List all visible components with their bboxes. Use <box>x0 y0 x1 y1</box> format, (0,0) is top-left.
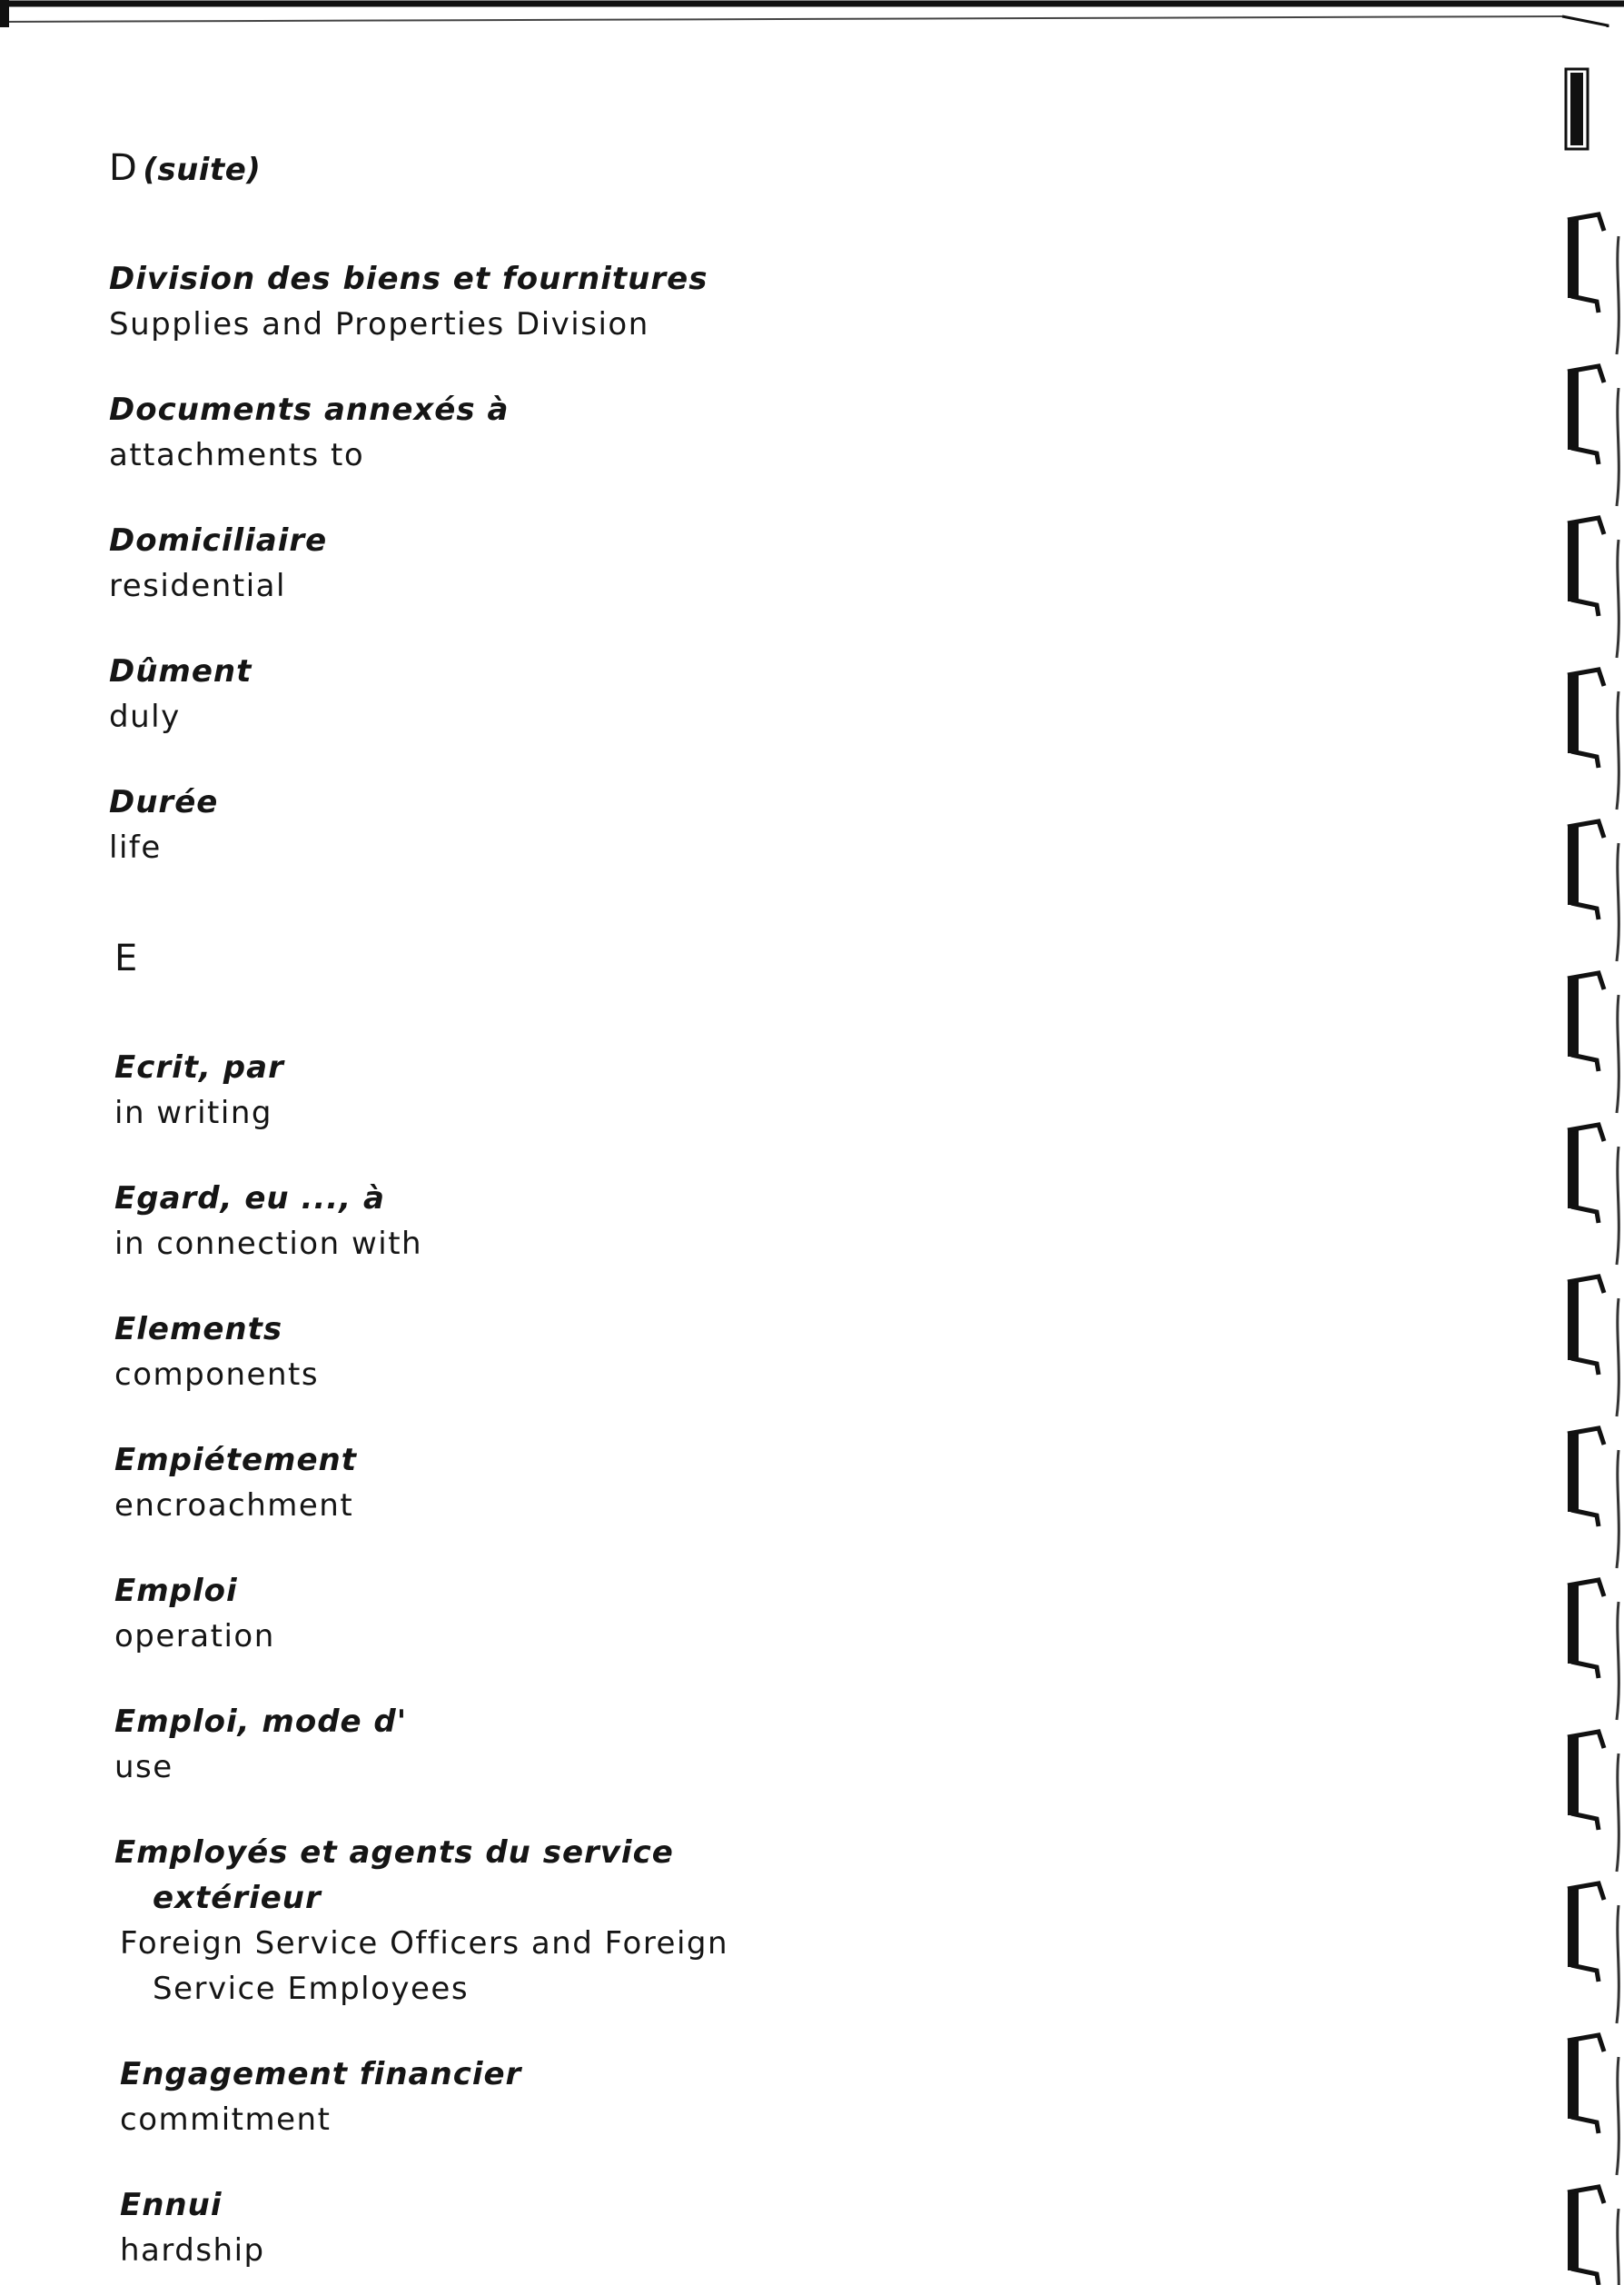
binding-ring <box>1568 366 1619 506</box>
glossary-entry <box>114 1568 1453 1659</box>
glossary-entry <box>114 1830 1453 2012</box>
english-term: in connection with <box>114 1226 423 1262</box>
glossary-entry <box>109 387 1453 478</box>
glossary-entry <box>109 256 1453 347</box>
glossary-entry <box>120 2182 1453 2273</box>
glossary-entry <box>114 1437 1453 1528</box>
french-term: Durée <box>109 784 219 820</box>
french-term: Documents annexés à <box>109 392 510 428</box>
binding-ring <box>1568 2187 1619 2285</box>
english-term: use <box>114 1749 173 1785</box>
english-term: residential <box>109 568 286 604</box>
english-term: duly <box>109 699 181 735</box>
french-term-continuation: extérieur <box>153 1880 322 1916</box>
binding-ring <box>1568 973 1619 1113</box>
english-term: life <box>109 830 162 866</box>
french-term: Employés et agents du service <box>114 1834 674 1871</box>
english-term: attachments to <box>109 437 365 473</box>
binding-ring <box>1568 2035 1619 2175</box>
section-d-heading <box>109 145 1453 193</box>
french-term: Ecrit, par <box>114 1049 284 1086</box>
french-term: Empiétement <box>114 1442 357 1478</box>
glossary-entry <box>114 1306 1453 1397</box>
english-term: Supplies and Properties Division <box>109 306 649 343</box>
page-top-edge <box>0 0 1624 27</box>
french-term: Egard, eu ..., à <box>114 1180 385 1217</box>
glossary-entry <box>114 1045 1453 1136</box>
glossary-entry <box>109 649 1453 740</box>
french-term: Domiciliaire <box>109 522 328 559</box>
english-term: components <box>114 1356 320 1393</box>
french-term: Emploi <box>114 1573 238 1609</box>
english-term: encroachment <box>114 1487 354 1524</box>
spiral-binding-icon <box>1544 55 1624 2285</box>
glossary-page <box>109 145 1453 2273</box>
binding-ring <box>1568 1277 1619 1416</box>
french-term: Elements <box>114 1311 283 1347</box>
french-term: Emploi, mode d' <box>114 1704 408 1740</box>
french-term: Dûment <box>109 653 253 690</box>
section-d-suffix: (suite) <box>143 152 262 188</box>
english-term: in writing <box>114 1095 272 1131</box>
english-term: commitment <box>120 2101 332 2138</box>
section-d-letter: D <box>109 147 138 189</box>
french-term: Division des biens et fournitures <box>109 261 708 297</box>
glossary-entry <box>114 1699 1453 1790</box>
section-e-heading <box>114 936 1453 981</box>
section-e-letter: E <box>114 938 138 979</box>
glossary-entry <box>109 518 1453 609</box>
english-term: hardship <box>120 2232 265 2269</box>
glossary-entry <box>109 780 1453 870</box>
binding-ring <box>1568 1580 1619 1720</box>
french-term: Ennui <box>120 2187 223 2223</box>
glossary-entry <box>120 2052 1453 2142</box>
english-term-continuation: Service Employees <box>153 1971 470 2007</box>
binding-ring <box>1568 1428 1619 1568</box>
english-term: operation <box>114 1618 275 1654</box>
binding-ring <box>1568 1125 1619 1265</box>
glossary-entry <box>114 1176 1453 1267</box>
binding-ring <box>1568 1732 1619 1872</box>
french-term: Engagement financier <box>120 2056 522 2092</box>
binding-ring <box>1568 670 1619 810</box>
binding-ring <box>1568 518 1619 658</box>
binding-ring <box>1568 821 1619 961</box>
binding-ring <box>1568 1883 1619 2023</box>
binding-ring <box>1568 214 1619 354</box>
english-term: Foreign Service Officers and Foreign <box>120 1925 729 1962</box>
